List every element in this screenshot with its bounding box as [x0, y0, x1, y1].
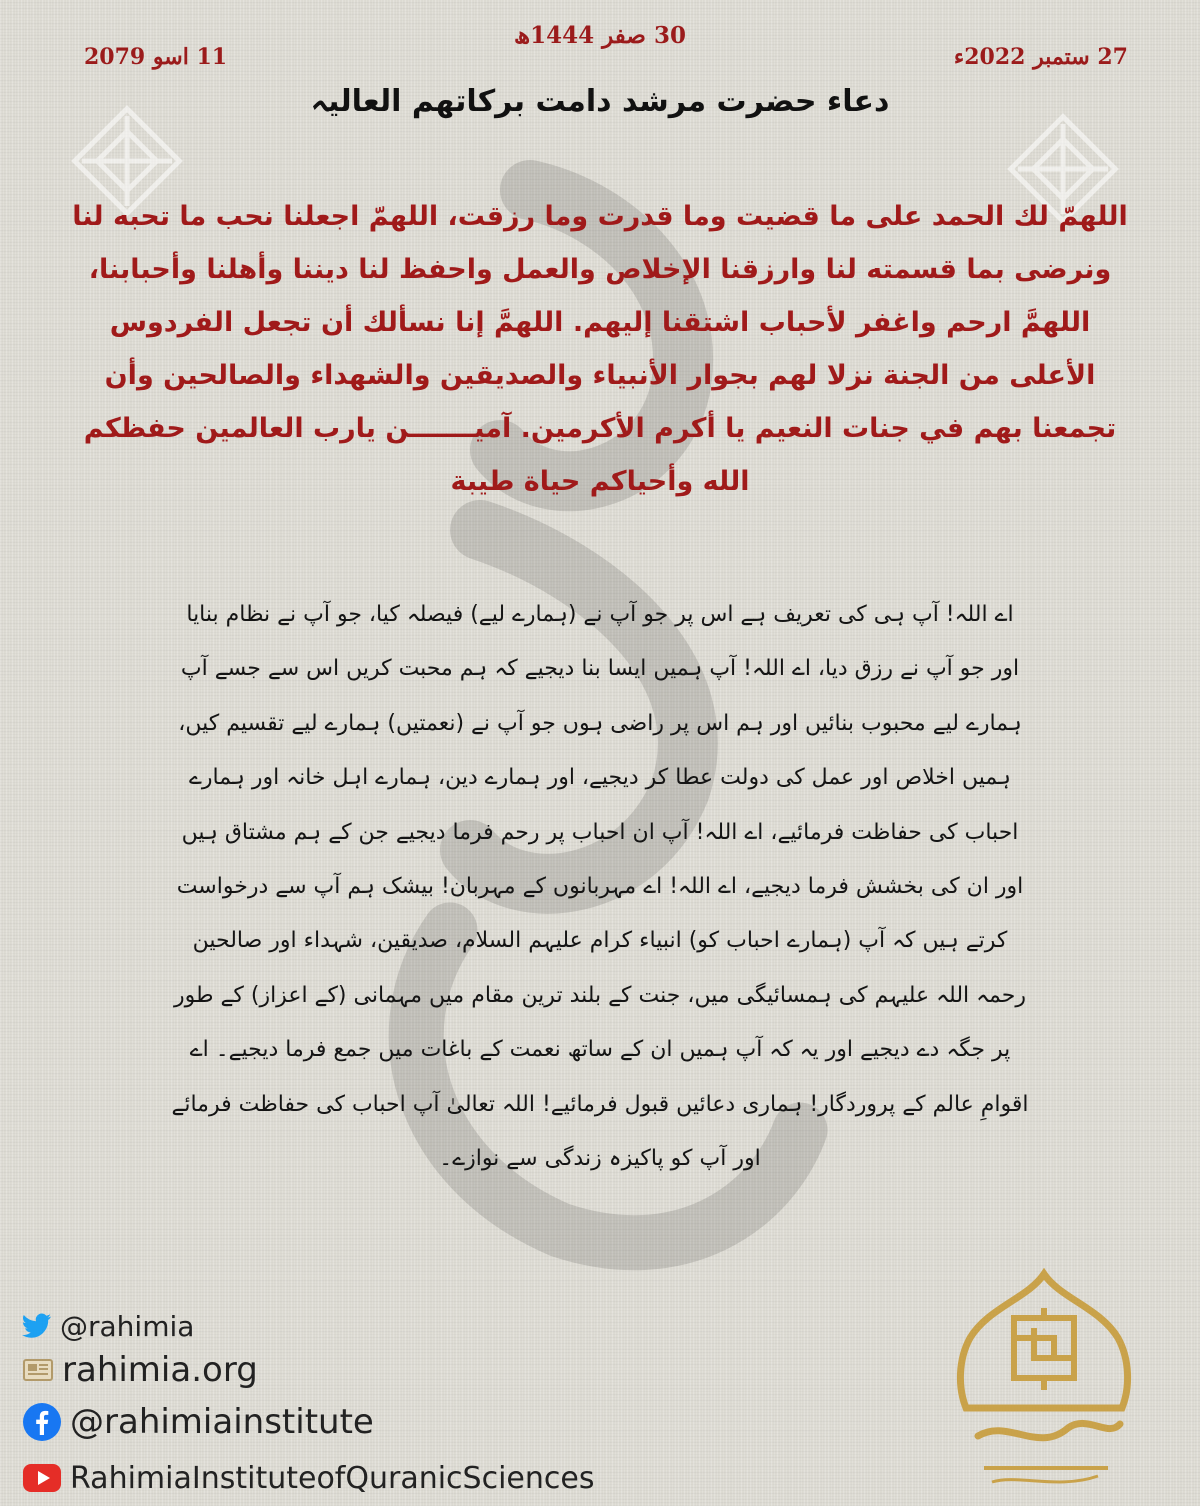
facebook-link[interactable] [22, 1394, 594, 1450]
bikrami-date: 11 اسو 2079 [84, 44, 228, 70]
website-link[interactable] [22, 1346, 594, 1394]
institute-logo [948, 1268, 1140, 1500]
gregorian-date: 27 ستمبر 2022ء [953, 44, 1128, 70]
urdu-translation-text: اے اللہ! آپ ہی کی تعریف ہے اس پر جو آپ نے (ہمارے لیے) فیصلہ کیا، جو آپ نے نظام بنایا اور جو آپ نے رزق دیا، اے اللہ! آپ ہمیں ایسا بنا دیجیے کہ ہم محبت کریں اس سے جسے آپ ہمارے لیے محبوب بنائیں اور ہم اس پر راضی ہوں جو آپ نے (نعمتیں) ہمارے لیے تقسیم کیں، ہمیں اخلاص اور عمل کی دولت عطا کر دیجیے، اور ہمارے دین، ہمارے اہل خانہ اور ہمارے احباب کی حفاظت فرمائیے، اے اللہ! آپ ان احباب پر رحم فرما دیجیے جن کے ہم مشتاق ہیں اور ان کی بخشش فرما دیجیے، اے اللہ! اے مہربانوں کے مہربان! بیشک ہم آپ سے درخواست کرتے ہیں کہ آپ (ہمارے احباب کو) انبیاء کرام علیہم السلام، صدیقین، شہداء اور صالحین رحمہ اللہ علیہم کی ہمسائیگی میں، جنت کے بلند ترین مقام میں مہمانی (کے اعزاز) کے طور پر جگہ دے دیجیے اور یہ کہ آپ ہمیں ان کے ساتھ نعمت کے باغات میں جمع فرما دیجیے۔ اے اقوامِ عالم کے پروردگار! ہماری دعائیں قبول فرمائیے! اللہ تعالیٰ آپ احباب کی حفاظت فرمائے اور آپ کو پاکیزہ زندگی سے نوازے۔ [171, 602, 1029, 1172]
facebook-handle: @rahimiainstitute [70, 1402, 374, 1442]
hijri-date: 30 صفر 1444ھ [514, 22, 686, 49]
website-url: rahimia.org [62, 1350, 258, 1390]
facebook-icon [22, 1402, 62, 1442]
social-links [22, 1306, 594, 1506]
page-title: دعاء حضرت مرشد دامت برکاتھم العالیہ [310, 84, 890, 119]
twitter-link[interactable] [22, 1306, 594, 1346]
web-icon [22, 1357, 54, 1383]
youtube-channel: RahimiaInstituteofQuranicSciences [70, 1460, 595, 1496]
arabic-dua-text: اللهمّ لك الحمد على ما قضيت وما قدرت وما رزقت، اللهمّ اجعلنا نحب ما تحبه لنا ونرضى بما قسمته لنا وارزقنا الإخلاص والعمل واحفظ لنا ديننا وأهلنا وأحبابنا، اللهمَّ ارحم واغفر لأحباب اشتقنا إليهم. اللهمَّ إنا نسألك أن تجعل الفردوس الأعلى من الجنة نزلا لهم بجوار الأنبياء والصديقين والشهداء والصالحين وأن تجمعنا بهم في جنات النعيم يا أكرم الأكرمين. آميـــــــن يارب العالمين حفظكم الله وأحياكم حياة طيبة [72, 201, 1128, 497]
twitter-bird-icon [22, 1313, 52, 1339]
youtube-icon [22, 1463, 62, 1493]
youtube-link[interactable] [22, 1450, 594, 1506]
twitter-handle: @rahimia [60, 1309, 195, 1343]
